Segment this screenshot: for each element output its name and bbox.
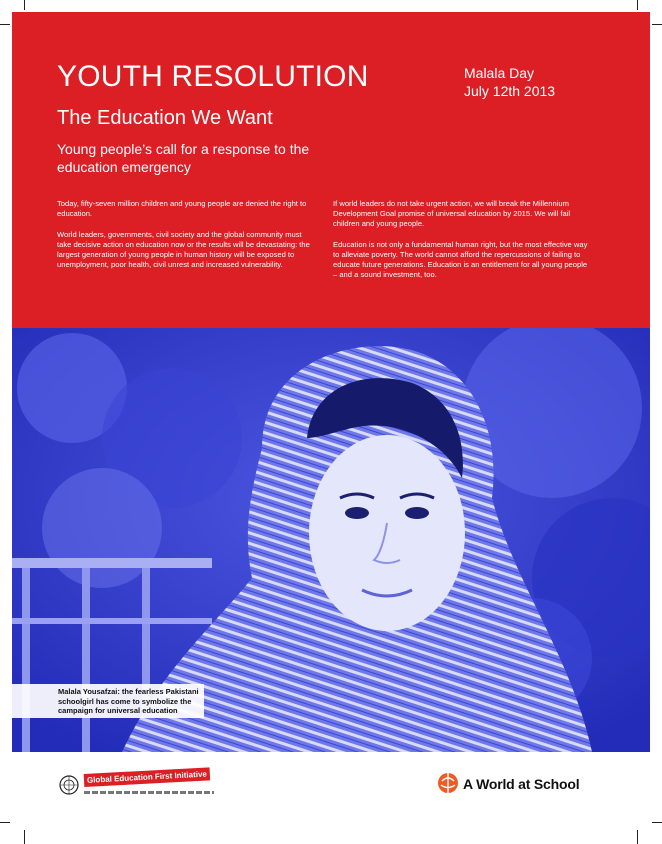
crop-mark xyxy=(0,24,10,25)
photo-caption-text: Malala Yousafzai: the fearless Pakistani schoolgirl has come to symbolize the campaign for universal education xyxy=(58,687,199,715)
body-paragraph: Today, fifty-seven million children and young people are denied the right to education. xyxy=(57,199,307,218)
a-world-at-school-logo-text: A World at School xyxy=(463,776,580,792)
event-date: July 12th 2013 xyxy=(464,83,556,99)
portrait-photo xyxy=(12,328,650,752)
crop-mark xyxy=(637,0,638,10)
page-subtitle: The Education We Want xyxy=(57,107,273,129)
crop-mark xyxy=(652,24,662,25)
gefi-logo xyxy=(58,769,218,804)
tagline: Young people’s call for a response to the education emergency xyxy=(57,141,310,175)
body-column-right xyxy=(333,199,591,291)
photo-caption xyxy=(12,684,204,718)
event-name: Malala Day xyxy=(464,65,535,81)
page-title: YOUTH RESOLUTION xyxy=(57,60,369,93)
a-world-at-school-logo xyxy=(437,772,607,798)
header-panel xyxy=(12,12,650,328)
crop-mark xyxy=(24,0,25,10)
body-paragraph: If world leaders do not take urgent action, we will break the Millennium Development Goal promise of universal education by 2015. We will fail children and young people. xyxy=(333,199,571,228)
body-paragraph: Education is not only a fundamental human right, but the most effective way to alleviate poverty. The world cannot afford the repercussions of failing to educate future generations. Education is an entitlement for all young people – and a sound investment, too. xyxy=(333,240,588,279)
un-emblem-icon xyxy=(58,774,80,796)
body-paragraph: World leaders, governments, civil society and the global community must take decisive action on education now or the results will be devastating: the largest generation of young people in human history will be exposed to unemployment, poor health, civil unrest and increased vulnerability. xyxy=(57,230,310,269)
body-column-left xyxy=(57,199,315,281)
crop-mark xyxy=(652,822,662,823)
logo-fineprint xyxy=(84,791,214,794)
event-date-block xyxy=(464,64,555,100)
crop-mark xyxy=(0,822,10,823)
crop-mark xyxy=(637,830,638,844)
gefi-logo-text: Global Education First Initiative xyxy=(84,767,211,787)
globe-hand-icon xyxy=(437,772,459,794)
crop-mark xyxy=(24,830,25,844)
